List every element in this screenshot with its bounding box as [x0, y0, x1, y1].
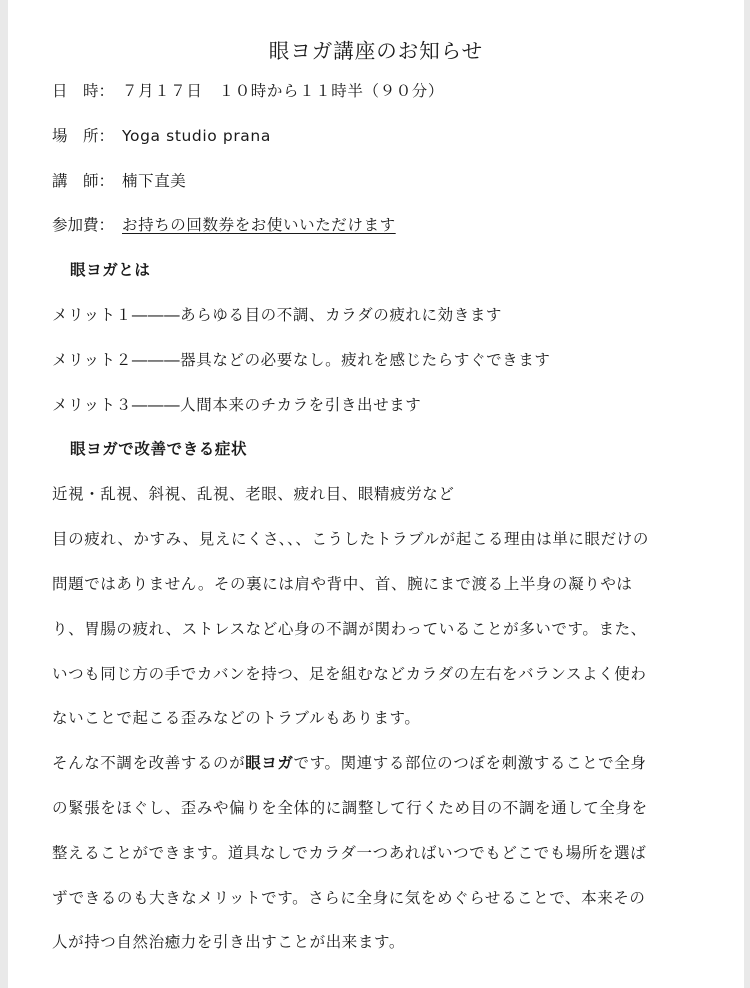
- merit-item: メリット２―――器具などの必要なし。疲れを感じたらすぐできます: [52, 351, 551, 369]
- info-value: Yoga studio prana: [122, 127, 271, 145]
- section-heading-symptoms: 眼ヨガで改善できる症状: [70, 440, 248, 458]
- info-label: 講 師：: [52, 172, 115, 190]
- document-page: [8, 0, 744, 988]
- paragraph-line: り、胃腸の疲れ、ストレスなど心身の不調が関わっていることが多いです。また、: [52, 620, 647, 638]
- info-value: 楠下直美: [122, 172, 187, 190]
- paragraph-text: そんな不調を改善するのが: [52, 754, 246, 772]
- info-label: 場 所：: [52, 127, 115, 145]
- paragraph-line: ずできるのも大きなメリットです。さらに全身に気をめぐらせることで、本来その: [52, 889, 646, 907]
- paragraph-text: です。関連する部位のつぼを刺激することで全身: [293, 754, 647, 772]
- paragraph-bold-text: 眼ヨガ: [245, 754, 294, 772]
- paragraph-line: 目の疲れ、かすみ、見えにくさ、、、こうしたトラブルが起こる理由は単に眼だけの: [52, 530, 649, 548]
- paragraph-line: [52, 752, 646, 774]
- symptoms-list: 近視・乱視、斜視、乱視、老眼、疲れ目、眼精疲労など: [52, 485, 455, 503]
- merit-item: メリット１―――あらゆる目の不調、カラダの疲れに効きます: [52, 306, 503, 324]
- merit-item: メリット３―――人間本来のチカラを引き出せます: [52, 396, 422, 414]
- info-value: ７月１７日 １０時から１１時半（９０分）: [122, 82, 445, 100]
- paragraph-line: ないことで起こる歪みなどのトラブルもあります。: [52, 709, 421, 727]
- info-label: 日 時：: [52, 82, 115, 100]
- document-title: 眼ヨガ講座のお知らせ: [268, 39, 484, 63]
- info-value: お持ちの回数券をお使いいただけます: [122, 216, 396, 234]
- info-place: [52, 125, 271, 147]
- info-instructor: [52, 170, 186, 192]
- paragraph-line: 整えることができます。道具なしでカラダ一つあればいつでもどこでも場所を選ば: [52, 844, 647, 862]
- paragraph-line: 人が持つ自然治癒力を引き出すことが出来ます。: [52, 933, 405, 951]
- info-fee: [52, 214, 396, 236]
- info-label: 参加費：: [52, 216, 115, 234]
- paragraph-line: いつも同じ方の手でカバンを持つ、足を組むなどカラダの左右をバランスよく使わ: [52, 665, 647, 683]
- section-heading-about: 眼ヨガとは: [70, 261, 151, 279]
- paragraph-line: 問題ではありません。その裏には肩や背中、首、腕にまで渡る上半身の凝りやは: [52, 575, 633, 593]
- info-datetime: [52, 80, 444, 102]
- paragraph-line: の緊張をほぐし、歪みや偏りを全体的に調整して行くため目の不調を通して全身を: [52, 799, 648, 817]
